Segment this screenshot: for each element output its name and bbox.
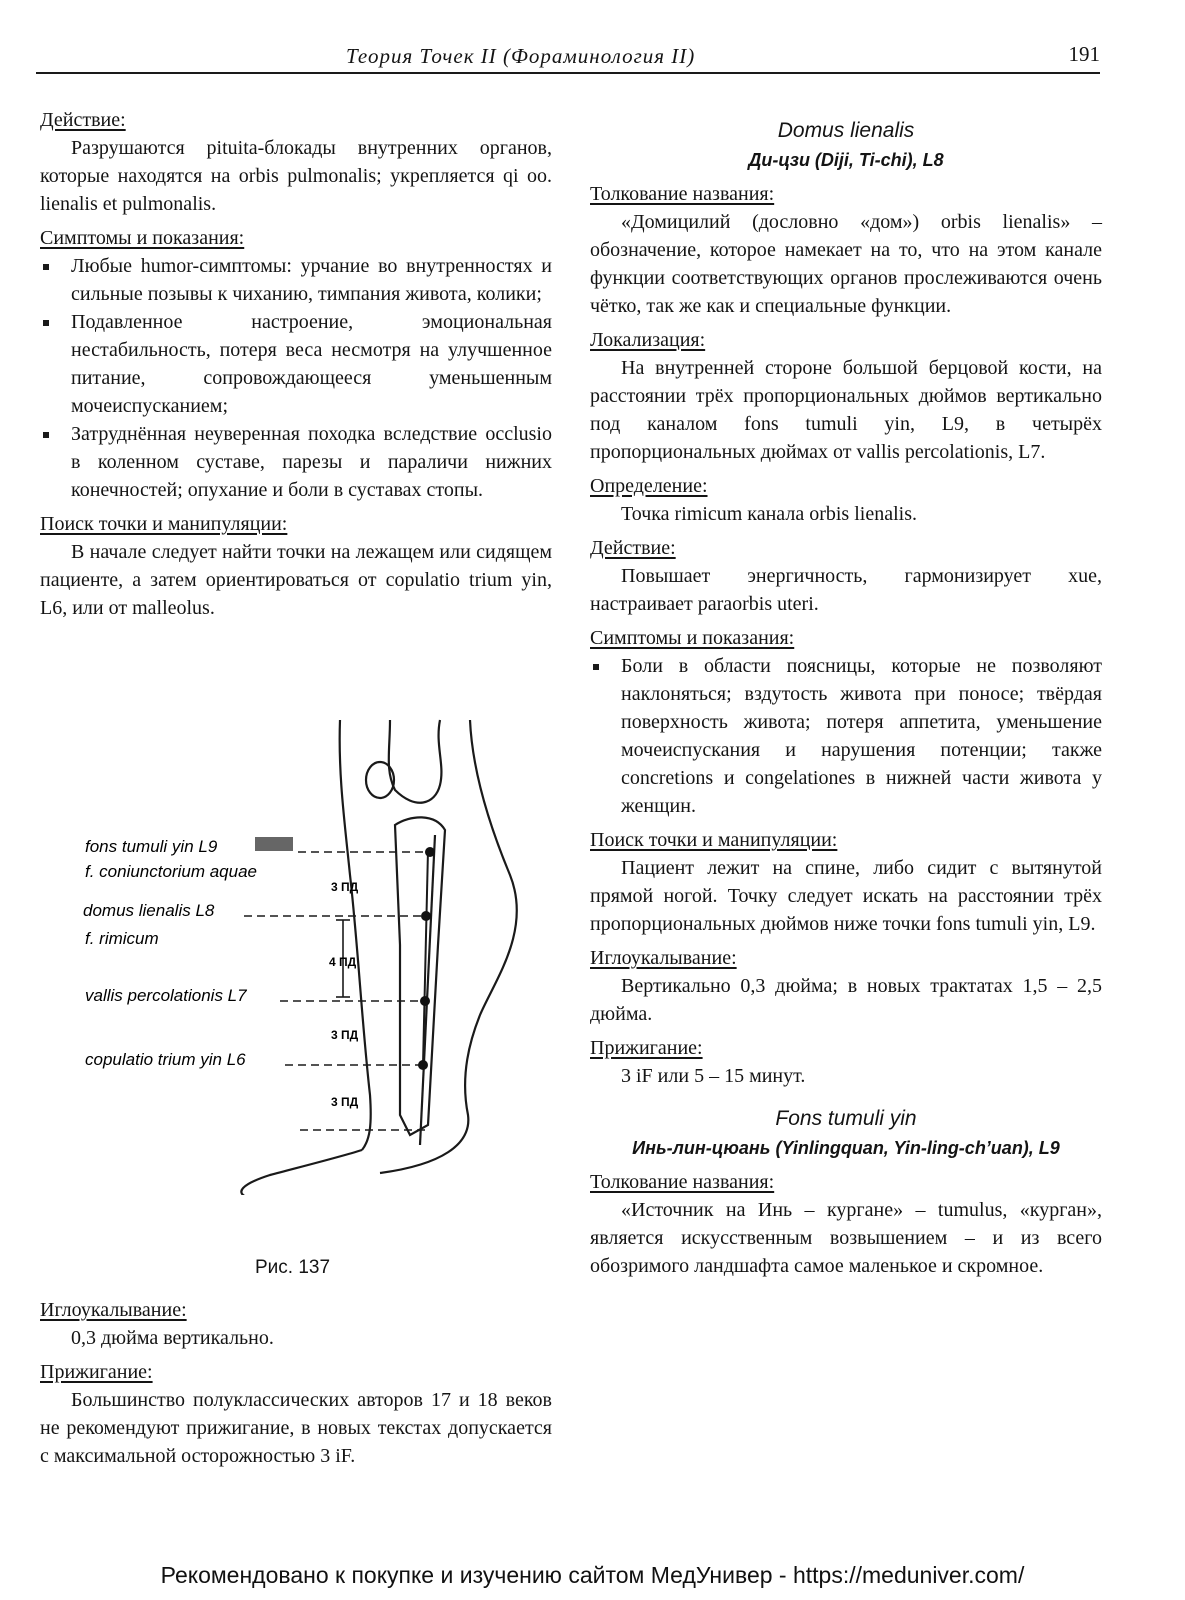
point-title: Domus lienalis — [777, 119, 915, 142]
femur-bone — [389, 720, 442, 803]
point-l7 — [420, 996, 430, 1006]
leg-diagram — [40, 695, 560, 1195]
section-heading: Толкование названия: — [590, 1171, 775, 1193]
action-text: Разрушаются pituita-блокады внутренних органов, которые находятся на orbis pulmonalis; укрепляется qi oo. lienalis et pulmonalis. — [40, 137, 552, 215]
section-heading: Толкование названия: — [590, 183, 775, 205]
section-heading: Действие: — [40, 109, 126, 131]
tibia-bone — [395, 817, 445, 1135]
right-column — [590, 116, 1102, 1280]
figure-caption: Рис. 137 — [255, 1257, 331, 1278]
leg-figure — [40, 695, 560, 1195]
point-l6 — [418, 1060, 428, 1070]
name-text: «Источник на Инь – кургане» – tumulus, «курган», является искусственным возвышением – и из всего обозримого ландшафта самое маленькое и скромное. — [590, 1199, 1102, 1277]
left-column — [40, 100, 552, 622]
section-heading: Действие: — [590, 537, 676, 559]
foot-sole — [241, 1150, 362, 1195]
section-heading: Симптомы и показания: — [40, 227, 245, 249]
list-item: Боли в области поясницы, которые не позволяют наклоняться; вздутость живота при поносе; твёрдая поверхность живота; потеря аппетита, уменьшение мочеиспускания и нарушения потенции; также concretions и congelationes в нижней части живота у женщин. — [590, 652, 1102, 820]
symptoms-list — [40, 252, 552, 504]
label-l7: vallis percolationis L7 — [85, 986, 247, 1005]
section-heading: Прижигание: — [40, 1361, 153, 1383]
running-header — [36, 40, 1100, 74]
name-text: «Домицилий (дословно «дом») orbis lienalis» – обозначение, которое намекает на то, что на этом канале функции соответствующих органов прослеживаются очень чётко, так же как и специальные функции. — [590, 211, 1102, 317]
label-l8-alt: f. rimicum — [85, 929, 159, 948]
needle-text: 0,3 дюйма вертикально. — [71, 1327, 274, 1349]
distance-label: 3 ПД — [331, 880, 359, 894]
label-l9: fons tumuli yin L9 — [85, 837, 218, 856]
section-heading: Локализация: — [590, 329, 706, 351]
label-l8: domus lienalis L8 — [83, 901, 215, 920]
location-text: На внутренней стороне большой берцовой кости, на расстоянии трёх пропорциональных дюймов вертикально под каналом fons tumuli yin, L9, в четырёх пропорциональных дюймах от vallis percolationis, L7. — [590, 357, 1102, 463]
distance-label: 4 ПД — [329, 955, 357, 969]
list-item: Затруднённая неуверенная походка вследствие occlusio в коленном суставе, парезы и параличи нижних конечностей; опухание и боли в суставах стопы. — [40, 420, 552, 504]
moxa-text: 3 iF или 5 – 15 минут. — [621, 1065, 806, 1087]
definition-text: Точка rimicum канала orbis lienalis. — [621, 503, 917, 525]
left-column-bottom — [40, 1290, 552, 1470]
section-heading: Иглоукалывание: — [590, 947, 737, 969]
page-number: 191 — [1068, 42, 1100, 66]
section-heading: Симптомы и показания: — [590, 627, 795, 649]
search-text: Пациент лежит на спине, либо сидит с вытянутой прямой ногой. Точку следует искать на расстоянии трёх пропорциональных дюймов ниже точки fons tumuli yin, L9. — [590, 857, 1102, 935]
search-text: В начале следует найти точки на лежащем или сидящем пациенте, а затем ориентироваться от copulatio trium yin, L6, или от malleolus. — [40, 541, 552, 619]
section-heading: Определение: — [590, 475, 708, 497]
patella — [366, 762, 394, 798]
distance-label: 3 ПД — [331, 1028, 359, 1042]
point-subtitle: Ди-цзи (Diji, Ti-chi), L8 — [748, 150, 944, 170]
symptoms-list — [590, 652, 1102, 820]
list-item: Любые humor-симптомы: урчание во внутренностях и сильные позывы к чиханию, тимпания живота, колики; — [40, 252, 552, 308]
label-l9-alt: f. coniunctorium aquae — [85, 862, 257, 881]
distance-label: 3 ПД — [331, 1095, 359, 1109]
running-title: Теория Точек II (Фораминология II) — [346, 44, 696, 68]
list-item: Подавленное настроение, эмоциональная нестабильность, потеря веса несмотря на улучшенное питание, сопровождающееся уменьшенным мочеиспусканием; — [40, 308, 552, 420]
section-heading: Иглоукалывание: — [40, 1299, 187, 1321]
moxa-text: Большинство полуклассических авторов 17 и 18 веков не рекомендуют прижигание, в новых текстах допускается с максимальной осторожностью 3 iF. — [40, 1389, 552, 1467]
needle-text: Вертикально 0,3 дюйма; в новых трактатах 1,5 – 2,5 дюйма. — [590, 975, 1102, 1025]
point-l8 — [421, 911, 431, 921]
point-title: Fons tumuli yin — [775, 1107, 917, 1130]
point-subtitle: Инь-лин-цюань (Yinlingquan, Yin-ling-ch’uan), L9 — [632, 1138, 1060, 1158]
section-heading: Прижигание: — [590, 1037, 703, 1059]
point-l9 — [425, 847, 435, 857]
footer-note: Рекомендовано к покупке и изучению сайтом МедУнивер - https://meduniver.com/ — [160, 1562, 1025, 1588]
label-l6: copulatio trium yin L6 — [85, 1050, 246, 1069]
section-heading: Поиск точки и манипуляции: — [590, 829, 838, 851]
hatched-marker — [255, 837, 293, 851]
section-heading: Поиск точки и манипуляции: — [40, 513, 288, 535]
action-text: Повышает энергичность, гармонизирует xue, настраивает paraorbis uteri. — [590, 565, 1102, 615]
